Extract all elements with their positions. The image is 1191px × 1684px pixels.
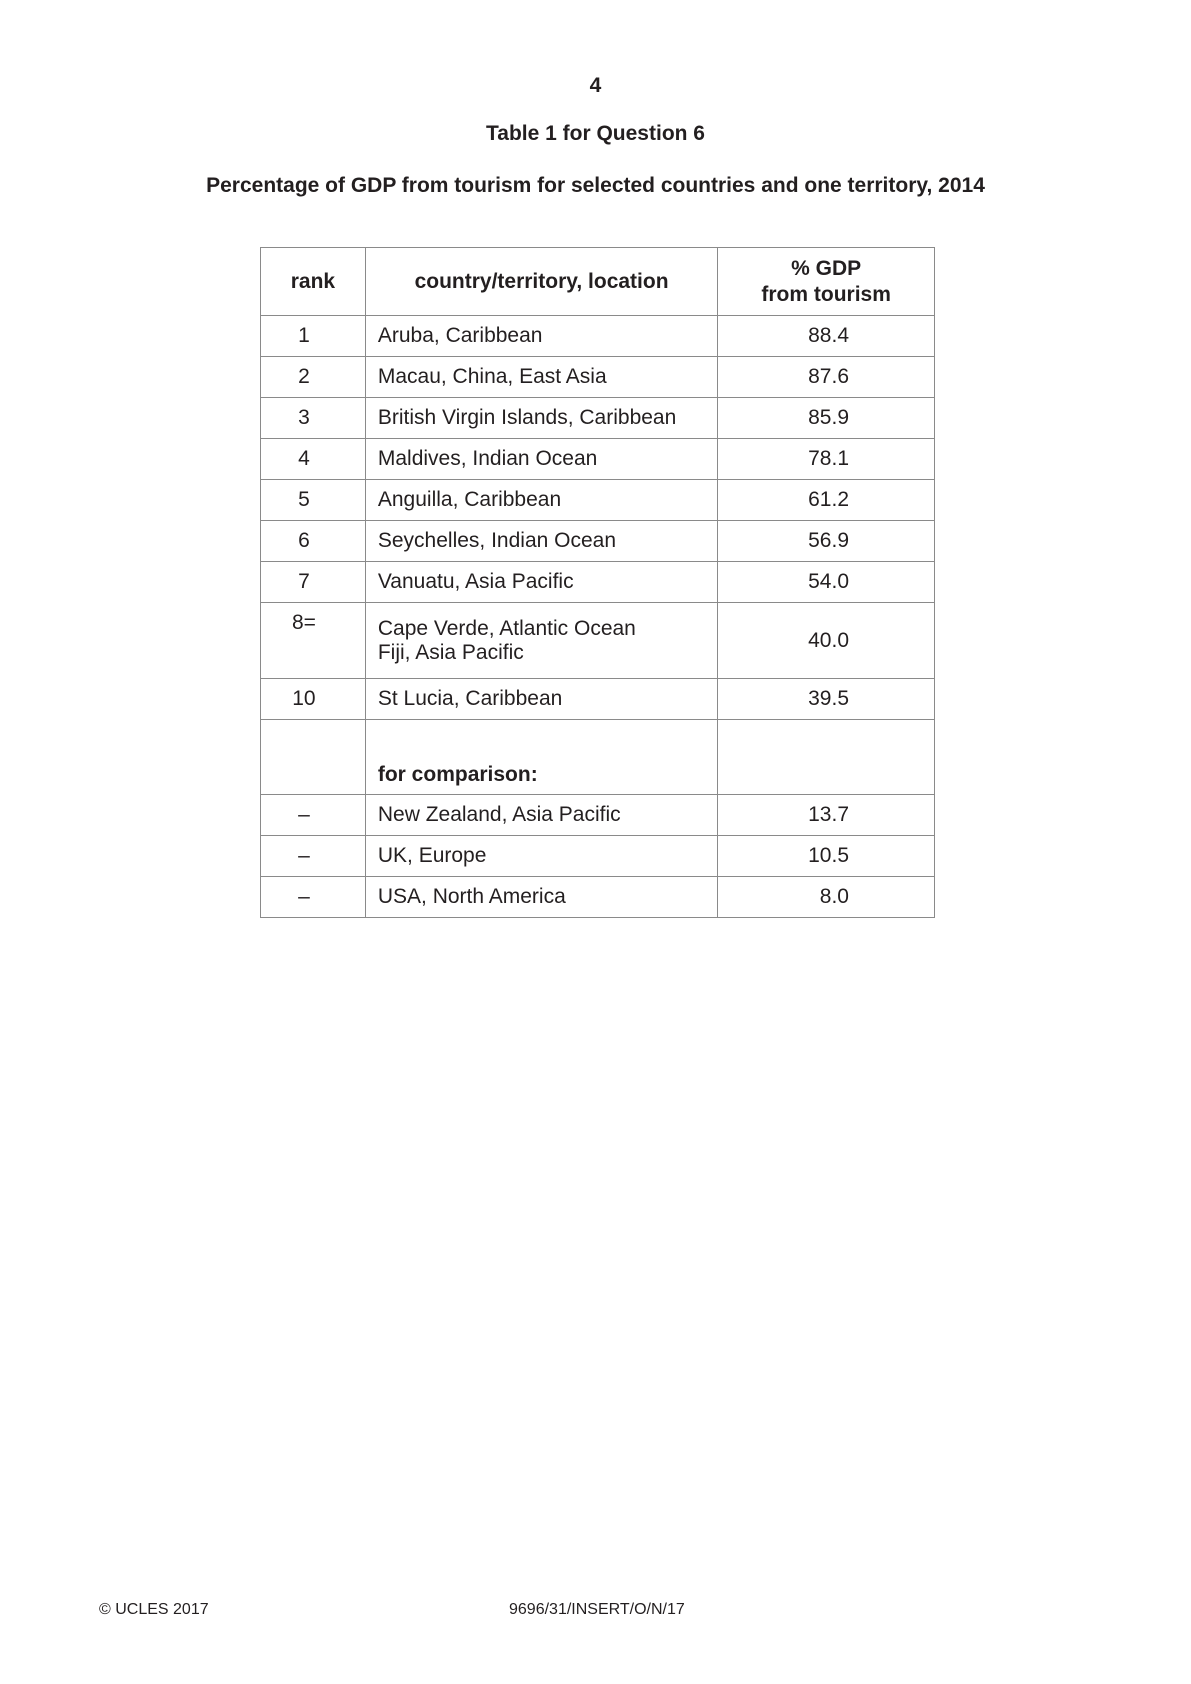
rank-cell: 4 [261,439,366,480]
empty-cell [261,720,366,795]
gdp-tourism-table [260,247,935,918]
table-row [261,836,935,877]
location-cell: Seychelles, Indian Ocean [365,521,717,562]
rank-cell: 8= [261,603,366,679]
table-row [261,357,935,398]
comparison-label: for comparison: [365,720,717,795]
rank-cell: 7 [261,562,366,603]
rank-cell: 10 [261,679,366,720]
rank-cell: 3 [261,398,366,439]
table-row [261,398,935,439]
location-cell: Vanuatu, Asia Pacific [365,562,717,603]
value-cell: 61.2 [718,480,935,521]
value-cell: 87.6 [718,357,935,398]
table-header-row [261,248,935,316]
location-cell: British Virgin Islands, Caribbean [365,398,717,439]
table-subtitle: Percentage of GDP from tourism for selected countries and one territory, 2014 [206,174,985,197]
table-row [261,316,935,357]
value-cell: 10.5 [718,836,935,877]
table-row [261,562,935,603]
rank-cell: – [261,836,366,877]
value-cell: 13.7 [718,795,935,836]
location-cell: USA, North America [365,877,717,918]
value-cell: 40.0 [718,603,935,679]
header-value-line1: % GDP [791,256,862,280]
location-cell: Aruba, Caribbean [365,316,717,357]
rank-cell: 6 [261,521,366,562]
location-cell: Maldives, Indian Ocean [365,439,717,480]
table-row [261,877,935,918]
table-row [261,521,935,562]
value-cell: 54.0 [718,562,935,603]
value-cell: 56.9 [718,521,935,562]
header-value [718,248,935,316]
header-rank: rank [261,248,366,316]
rank-cell: 5 [261,480,366,521]
table-title: Table 1 for Question 6 [486,122,705,145]
location-cell: Anguilla, Caribbean [365,480,717,521]
footer-document-code: 9696/31/INSERT/O/N/17 [509,1601,685,1618]
page-number: 4 [589,74,602,97]
location-cell: Macau, China, East Asia [365,357,717,398]
comparison-header-row [261,720,935,795]
value-cell: 39.5 [718,679,935,720]
rank-cell: 1 [261,316,366,357]
table-row [261,439,935,480]
value-cell: 88.4 [718,316,935,357]
location-line: Cape Verde, Atlantic Ocean [377,616,636,640]
location-cell: St Lucia, Caribbean [365,679,717,720]
footer-copyright: © UCLES 2017 [99,1601,209,1618]
location-line: Fiji, Asia Pacific [377,640,524,664]
location-cell: New Zealand, Asia Pacific [365,795,717,836]
rank-cell: 2 [261,357,366,398]
rank-cell: – [261,795,366,836]
value-cell: 78.1 [718,439,935,480]
empty-cell [718,720,935,795]
table-row [261,679,935,720]
table-row [261,480,935,521]
table-row [261,603,935,679]
value-cell: 8.0 [718,877,935,918]
value-cell: 85.9 [718,398,935,439]
header-location: country/territory, location [365,248,717,316]
table-row [261,795,935,836]
header-value-line2: from tourism [761,282,891,306]
rank-cell: – [261,877,366,918]
location-cell [365,603,717,679]
location-cell: UK, Europe [365,836,717,877]
